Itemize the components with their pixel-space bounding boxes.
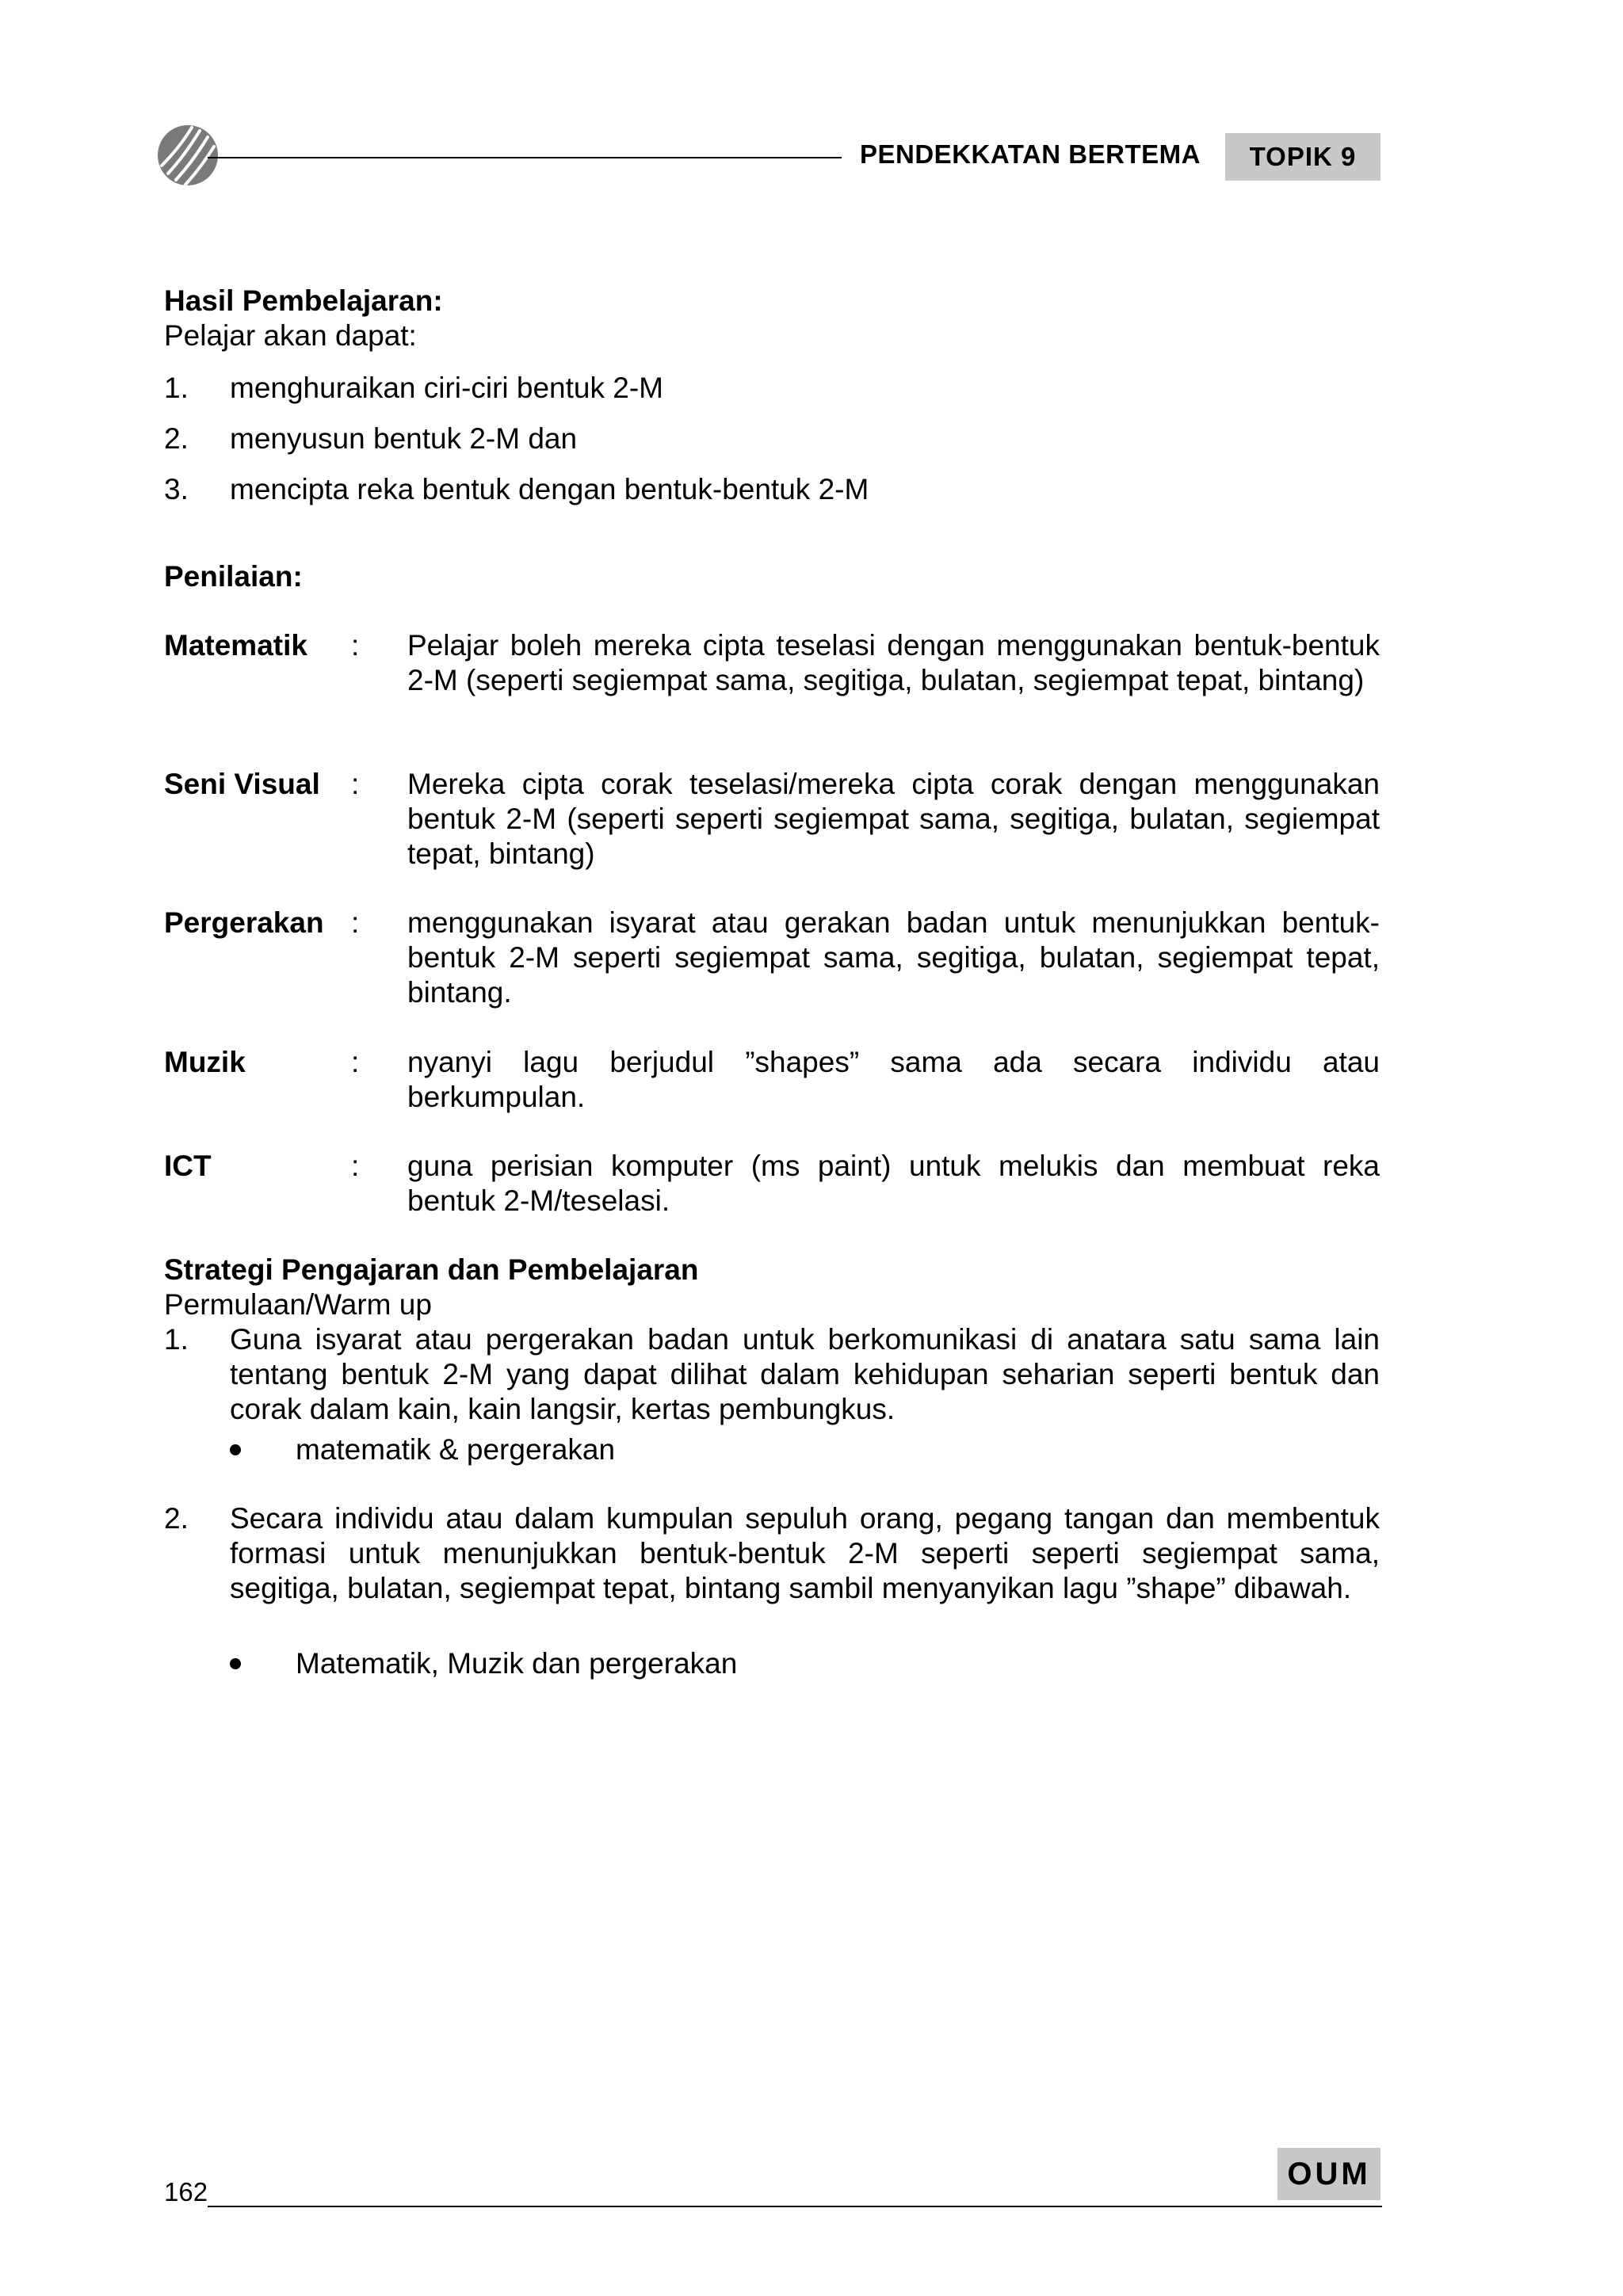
assessment-heading: Penilaian: (164, 560, 303, 593)
strategy-number: 2. (164, 1502, 189, 1535)
bullet-icon (230, 1658, 241, 1669)
oum-emblem-icon (157, 124, 219, 186)
assessment-colon: : (351, 906, 360, 939)
strategy-bullet: Matematik, Muzik dan pergerakan (296, 1647, 738, 1680)
strategy-item: Guna isyarat atau pergerakan badan untuk berkomunikasi di anatara satu sama lain tentang bentuk 2-M yang dapat dilihat dalam kehidupan seharian seperti bentuk dan corak dalam kain, kain langsir, kertas pembungkus. (230, 1323, 1380, 1425)
strategy-heading: Strategi Pengajaran dan Pembelajaran (164, 1253, 699, 1286)
footer-rule (208, 2206, 1382, 2207)
learning-outcomes-heading: Hasil Pembelajaran: (164, 284, 443, 317)
assessment-colon: : (351, 1150, 360, 1182)
learning-outcomes-intro: Pelajar akan dapat: (164, 319, 417, 352)
strategy-bullet: matematik & pergerakan (296, 1433, 616, 1466)
page-number: 162 (164, 2177, 208, 2206)
outcome-item: mencipta reka bentuk dengan bentuk-bentuk 2-M (230, 473, 869, 505)
outcome-item: menghuraikan ciri-ciri bentuk 2-M (230, 372, 663, 404)
assessment-label-pergerakan: Pergerakan (164, 906, 324, 939)
strategy-item: Secara individu atau dalam kumpulan sepuluh orang, pegang tangan dan membentuk formasi untuk menunjukkan bentuk-bentuk 2-M seperti seperti segiempat sama, segitiga, bulatan, segiempat tepat, bintang sambil menyanyikan lagu ”shape” dibawah. (230, 1502, 1380, 1604)
assessment-label-muzik: Muzik (164, 1046, 246, 1078)
outcome-number: 2. (164, 422, 189, 455)
outcome-item: menyusun bentuk 2-M dan (230, 422, 578, 455)
strategy-subheading: Permulaan/Warm up (164, 1288, 432, 1321)
topic-badge: TOPIK 9 (1225, 133, 1381, 181)
assessment-colon: : (351, 629, 360, 662)
oum-logo: OUM (1277, 2148, 1381, 2200)
assessment-colon: : (351, 1046, 360, 1078)
strategy-number: 1. (164, 1323, 189, 1356)
assessment-text-seni-visual: Mereka cipta corak teselasi/mereka cipta corak dengan menggunakan bentuk 2-M (seperti seperti segiempat sama, segitiga, bulatan, segiempat tepat, bintang) (407, 768, 1380, 870)
outcome-number: 3. (164, 473, 189, 505)
outcome-number: 1. (164, 372, 189, 404)
chapter-title: PENDEKKATAN BERTEMA (860, 139, 1201, 169)
assessment-text-muzik: nyanyi lagu berjudul ”shapes” sama ada secara individu atau berkumpulan. (407, 1046, 1380, 1113)
assessment-text-pergerakan: menggunakan isyarat atau gerakan badan untuk menunjukkan bentuk-bentuk 2-M seperti segiempat sama, segitiga, bulatan, segiempat tepat, bintang. (407, 906, 1380, 1009)
bullet-icon (230, 1444, 241, 1455)
assessment-text-ict: guna perisian komputer (ms paint) untuk melukis dan membuat reka bentuk 2-M/teselasi. (407, 1150, 1380, 1217)
assessment-label-seni-visual: Seni Visual (164, 768, 320, 800)
assessment-colon: : (351, 768, 360, 800)
assessment-label-matematik: Matematik (164, 629, 307, 662)
assessment-text-matematik: Pelajar boleh mereka cipta teselasi dengan menggunakan bentuk-bentuk 2-M (seperti segiempat sama, segitiga, bulatan, segiempat tepat, bintang) (407, 629, 1380, 696)
header-rule (208, 157, 842, 158)
assessment-label-ict: ICT (164, 1150, 212, 1182)
